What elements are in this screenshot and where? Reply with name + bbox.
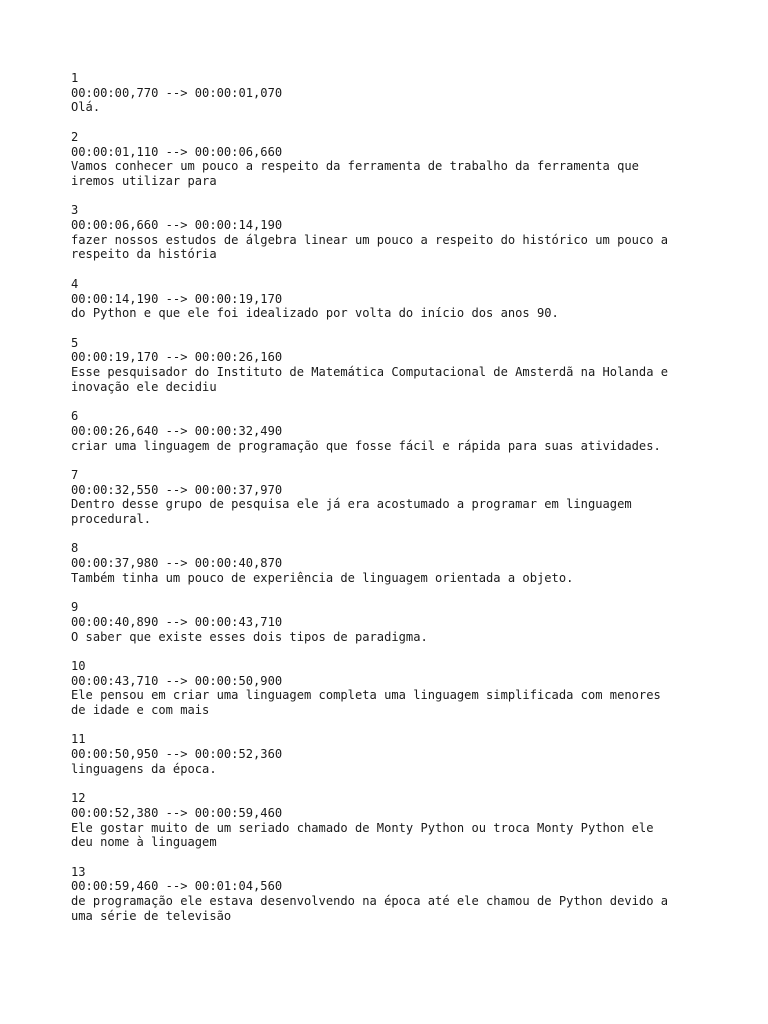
cue-timestamp: 00:00:59,460 --> 00:01:04,560: [71, 879, 283, 894]
cue-text-line: Ele pensou em criar uma linguagem completa uma linguagem simplificada com menores: [71, 688, 661, 703]
subtitle-cue: [71, 732, 711, 776]
cue-index: 13: [71, 864, 86, 879]
subtitle-cue: [71, 791, 711, 850]
cue-text-line: de programação ele estava desenvolvendo na época até ele chamou de Python devido a: [71, 894, 669, 909]
subtitle-cue: [71, 600, 711, 644]
cue-timestamp: 00:00:06,660 --> 00:00:14,190: [71, 218, 283, 232]
cue-index: 7: [71, 467, 79, 482]
cue-text-line: inovação ele decidiu: [71, 379, 217, 394]
subtitle-cue: [71, 203, 711, 262]
cue-timestamp: 00:00:52,380 --> 00:00:59,460: [71, 805, 283, 820]
cue-text-line: Ele gostar muito de um seriado chamado de Monty Python ou troca Monty Python ele: [71, 820, 654, 835]
cue-timestamp: 00:00:32,550 --> 00:00:37,970: [71, 482, 283, 497]
subtitle-cue: [71, 659, 711, 718]
cue-text-line: do Python e que ele foi idealizado por volta do início dos anos 90.: [71, 306, 559, 321]
cue-index: 10: [71, 658, 86, 673]
cue-index: 12: [71, 791, 86, 806]
cue-timestamp: 00:00:01,110 --> 00:00:06,660: [71, 144, 283, 159]
subtitle-cue: [71, 468, 711, 527]
subtitle-cue: [71, 130, 711, 189]
cue-timestamp: 00:00:43,710 --> 00:00:50,900: [71, 673, 283, 688]
cue-index: 8: [71, 541, 79, 556]
cue-timestamp: 00:00:40,890 --> 00:00:43,710: [71, 614, 283, 629]
cue-timestamp: 00:00:00,770 --> 00:00:01,070: [71, 85, 283, 100]
cue-timestamp: 00:00:19,170 --> 00:00:26,160: [71, 350, 283, 365]
cue-text-line: procedural.: [71, 512, 152, 526]
subtitle-cue: [71, 541, 711, 585]
cue-index: 9: [71, 600, 79, 615]
subtitle-cue: [71, 409, 711, 453]
cue-text-line: Vamos conhecer um pouco a respeito da ferramenta de trabalho da ferramenta que: [71, 159, 639, 174]
cue-text-line: Esse pesquisador do Instituto de Matemática Computacional de Amsterdã na Holanda e: [71, 365, 669, 379]
subtitle-document: [71, 71, 711, 938]
cue-text-line: fazer nossos estudos de álgebra linear um pouco a respeito do histórico um pouco a: [71, 232, 669, 247]
subtitle-cue: [71, 336, 711, 395]
subtitle-cue: [71, 865, 711, 924]
cue-index: 3: [71, 203, 79, 218]
cue-timestamp: 00:00:50,950 --> 00:00:52,360: [71, 747, 283, 762]
cue-text-line: Também tinha um pouco de experiência de linguagem orientada a objeto.: [71, 570, 574, 585]
cue-index: 4: [71, 276, 79, 291]
cue-timestamp: 00:00:37,980 --> 00:00:40,870: [71, 556, 283, 571]
cue-text-line: criar uma linguagem de programação que fosse fácil e rápida para suas atividades.: [71, 438, 661, 453]
cue-text-line: de idade e com mais: [71, 703, 210, 718]
cue-index: 6: [71, 409, 79, 424]
cue-text-line: respeito da história: [71, 247, 217, 262]
cue-text-line: O saber que existe esses dois tipos de paradigma.: [71, 629, 428, 644]
cue-text-line: uma série de televisão: [71, 908, 232, 923]
cue-text-line: Dentro desse grupo de pesquisa ele já era acostumado a programar em linguagem: [71, 497, 632, 512]
cue-index: 11: [71, 732, 86, 747]
subtitle-cue: [71, 71, 711, 115]
cue-text-line: deu nome à linguagem: [71, 835, 217, 850]
cue-timestamp: 00:00:26,640 --> 00:00:32,490: [71, 423, 283, 438]
subtitle-cue: [71, 277, 711, 321]
cue-timestamp: 00:00:14,190 --> 00:00:19,170: [71, 291, 283, 306]
cue-text-line: linguagens da época.: [71, 761, 217, 776]
cue-text-line: iremos utilizar para: [71, 173, 217, 188]
cue-index: 2: [71, 129, 79, 144]
cue-index: 1: [71, 71, 79, 85]
cue-index: 5: [71, 335, 79, 350]
cue-text-line: Olá.: [71, 100, 101, 115]
